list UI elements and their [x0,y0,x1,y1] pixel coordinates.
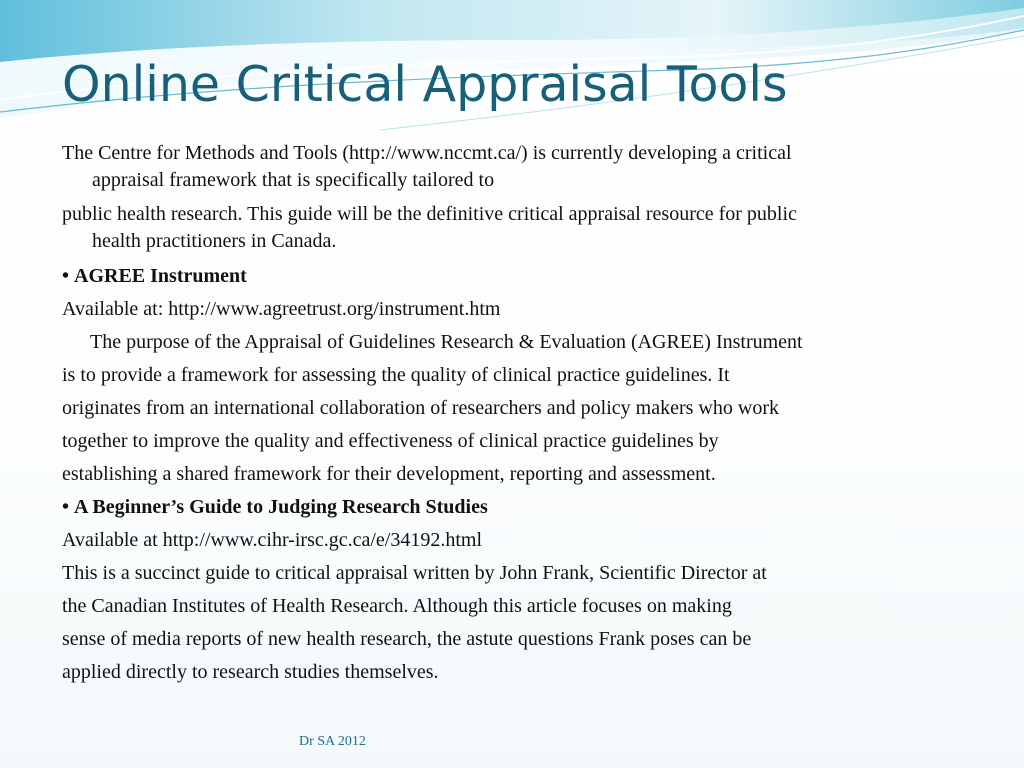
bullet-icon: • [62,265,70,287]
slide-body [62,140,972,692]
nccmt-paragraph-line-2: appraisal framework that is specifically tailored to [92,169,495,191]
agree-heading-text: AGREE Instrument [74,265,247,287]
agree-available-line: Available at: http://www.agreetrust.org/instrument.htm [62,298,501,320]
public-health-paragraph-line-2: health practitioners in Canada. [92,230,337,252]
nccmt-paragraph-line-1: The Centre for Methods and Tools (http://www.nccmt.ca/) is currently developing a critical [62,142,792,164]
beginner-guide-description-line: sense of media reports of new health research, the astute questions Frank poses can be [62,628,752,650]
agree-heading [62,263,972,296]
agree-description-line: originates from an international collaboration of researchers and policy makers who work [62,397,779,419]
slide-footer: Dr SA 2012 [299,734,366,749]
agree-description-line: is to provide a framework for assessing the quality of clinical practice guidelines. It [62,364,730,386]
agree-description-line: The purpose of the Appraisal of Guidelines Research & Evaluation (AGREE) Instrument [90,331,803,353]
beginner-guide-heading [62,494,972,527]
beginner-guide-description-line: This is a succinct guide to critical appraisal written by John Frank, Scientific Director at [62,562,767,584]
public-health-paragraph [62,201,972,263]
beginner-guide-available-line: Available at http://www.cihr-irsc.gc.ca/e/34192.html [62,529,483,551]
public-health-paragraph-line-1: public health research. This guide will be the definitive critical appraisal resource for public [62,203,797,225]
agree-description-line: establishing a shared framework for their development, reporting and assessment. [62,463,716,485]
slide-title: Online Critical Appraisal Tools [62,56,788,113]
beginner-guide-description-line: the Canadian Institutes of Health Research. Although this article focuses on making [62,595,732,617]
bullet-icon: • [62,496,70,518]
agree-description-line: together to improve the quality and effectiveness of clinical practice guidelines by [62,430,719,452]
nccmt-paragraph [62,140,972,201]
beginner-guide-description-line: applied directly to research studies themselves. [62,661,439,683]
beginner-guide-heading-text: A Beginner’s Guide to Judging Research Studies [74,496,488,518]
